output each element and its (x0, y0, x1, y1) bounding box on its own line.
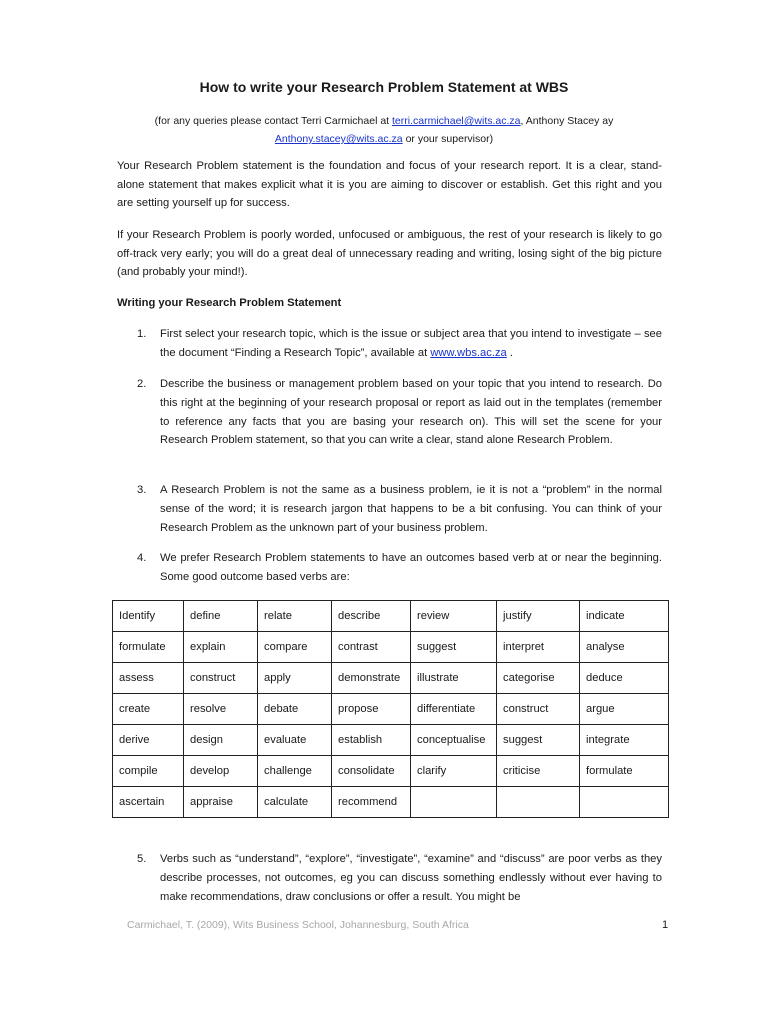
table-cell: establish (332, 725, 411, 756)
table-cell: calculate (258, 787, 332, 818)
table-cell: interpret (497, 632, 580, 663)
table-cell: indicate (580, 601, 669, 632)
list-item-1 (137, 325, 662, 363)
table-row (113, 787, 669, 818)
table-cell (497, 787, 580, 818)
intro-paragraph-1: Your Research Problem statement is the foundation and focus of your research report. It is a clear, stand-alone statement that makes explicit what it is you are aiming to discover or establish. Get this right and you are setting yourself up for success. (117, 160, 662, 210)
table-cell: apply (258, 663, 332, 694)
table-cell: categorise (497, 663, 580, 694)
verbs-table-body (113, 601, 669, 818)
list-number: 2. (137, 378, 147, 390)
table-cell: suggest (497, 725, 580, 756)
contact-suffix: or your supervisor) (402, 133, 494, 145)
list-item-text-after: . (506, 346, 514, 359)
table-cell: demonstrate (332, 663, 411, 694)
list-item-5 (137, 850, 662, 906)
table-cell: ascertain (113, 787, 184, 818)
table-cell: Identify (113, 601, 184, 632)
table-cell: construct (184, 663, 258, 694)
table-cell: assess (113, 663, 184, 694)
list-item-3 (137, 481, 662, 537)
list-number: 3. (137, 484, 147, 496)
table-row (113, 663, 669, 694)
table-cell: define (184, 601, 258, 632)
table-cell: analyse (580, 632, 669, 663)
table-cell: create (113, 694, 184, 725)
table-row (113, 725, 669, 756)
table-cell: illustrate (411, 663, 497, 694)
table-cell: derive (113, 725, 184, 756)
table-cell: challenge (258, 756, 332, 787)
list-item-text: Verbs such as “understand”, “explore”, “investigate”, “examine” and “discuss” are poor verbs as they describe processes, not outcomes, eg you can discuss something endlessly without ever having to make recommendations, draw conclusions or offer a result. You might be (160, 853, 662, 903)
table-cell: contrast (332, 632, 411, 663)
list-item-text: A Research Problem is not the same as a business problem, ie it is not a “problem” in the normal sense of the word; it is research jargon that happens to be a bit confusing. You can think of your Research Problem as the unknown part of your business problem. (160, 484, 662, 534)
list-item-2 (137, 375, 662, 450)
page-title: How to write your Research Problem Statement at WBS (199, 79, 569, 95)
list-item-4 (137, 549, 662, 587)
wbs-website-link[interactable]: www.wbs.ac.za (430, 346, 507, 359)
section-heading: Writing your Research Problem Statement (117, 297, 342, 309)
table-cell: formulate (580, 756, 669, 787)
table-cell: resolve (184, 694, 258, 725)
table-cell: justify (497, 601, 580, 632)
table-cell: suggest (411, 632, 497, 663)
table-cell (411, 787, 497, 818)
table-cell: describe (332, 601, 411, 632)
table-cell: deduce (580, 663, 669, 694)
table-cell: conceptualise (411, 725, 497, 756)
contact-prefix: (for any queries please contact Terri Carmichael at (154, 115, 392, 127)
intro-paragraph-2: If your Research Problem is poorly worded, unfocused or ambiguous, the rest of your research is likely to go off-track very early; you will do a great deal of unnecessary reading and writing, losing sight of the big picture (and probably your mind!). (117, 229, 662, 279)
list-number: 1. (137, 328, 147, 340)
table-cell: design (184, 725, 258, 756)
list-item-text-body: First select your research topic, which is the issue or subject area that you intend to investigate – see the document “Finding a Research Topic”, available at (160, 328, 662, 359)
contact-line (120, 112, 648, 148)
table-cell: review (411, 601, 497, 632)
table-cell: argue (580, 694, 669, 725)
list-number: 5. (137, 853, 147, 865)
list-item-text: We prefer Research Problem statements to have an outcomes based verb at or near the beginning. Some good outcome based verbs are: (160, 552, 662, 583)
table-cell: differentiate (411, 694, 497, 725)
page-number: 1 (662, 919, 669, 931)
table-cell: evaluate (258, 725, 332, 756)
list-item-text: Describe the business or management problem based on your topic that you intend to research. Do this right at the beginning of your research proposal or report as laid out in the templates (remember to reference any facts that you are basing your research on). This will set the scene for your Research Problem statement, so that you can write a clear, stand alone Research Problem. (160, 378, 662, 447)
table-row (113, 601, 669, 632)
table-cell: recommend (332, 787, 411, 818)
table-cell: appraise (184, 787, 258, 818)
contact-middle: , Anthony Stacey ay (520, 115, 614, 127)
table-cell: debate (258, 694, 332, 725)
table-row (113, 694, 669, 725)
verbs-table (112, 600, 669, 818)
email-link-anthony[interactable]: Anthony.stacey@wits.ac.za (274, 133, 403, 145)
table-cell (580, 787, 669, 818)
table-cell: propose (332, 694, 411, 725)
table-cell: formulate (113, 632, 184, 663)
email-link-terri[interactable]: terri.carmichael@wits.ac.za (392, 115, 521, 127)
table-cell: relate (258, 601, 332, 632)
table-cell: clarify (411, 756, 497, 787)
table-cell: explain (184, 632, 258, 663)
table-cell: compile (113, 756, 184, 787)
table-cell: criticise (497, 756, 580, 787)
footer-citation: Carmichael, T. (2009), Wits Business School, Johannesburg, South Africa (127, 919, 469, 931)
table-row (113, 632, 669, 663)
table-cell: construct (497, 694, 580, 725)
list-item-text (160, 325, 662, 363)
table-cell: integrate (580, 725, 669, 756)
table-cell: develop (184, 756, 258, 787)
list-number: 4. (137, 552, 147, 564)
table-cell: consolidate (332, 756, 411, 787)
table-cell: compare (258, 632, 332, 663)
table-row (113, 756, 669, 787)
